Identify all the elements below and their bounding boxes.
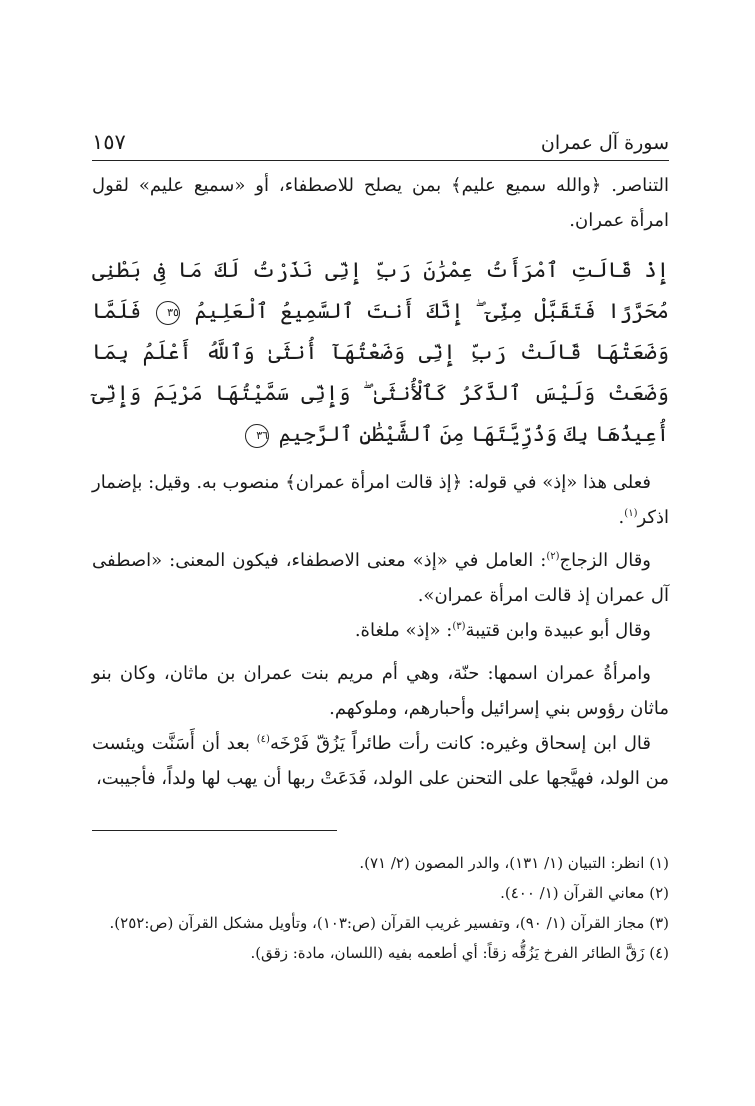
verse-36-text: فَلَمَّا وَضَعَتْهَا قَالَتْ رَبِّ إِنِّى وَضَعْتُهَآ أُنثَىٰ وَٱللَّهُ أَعْلَمُ بِمَا وَضَعَتْ وَلَيْسَ ٱلذَّكَرُ كَٱلْأُنثَىٰ ۖ وَإِنِّى سَمَّيْتُهَا مَرْيَمَ وَإِنِّىٓ أُعِيذُهَا بِكَ وَذُرِّيَّتَهَا مِنَ ٱلشَّيْطَٰنِ ٱلرَّجِيمِ xyxy=(92,299,669,446)
page-number: ١٥٧ xyxy=(92,130,126,154)
footnotes xyxy=(92,848,669,968)
paragraph-intro: التناصر. ﴿والله سميع عليم﴾ بمن يصلح للاصطفاء، أو «سميع عليم» لقول امرأة عمران. xyxy=(92,175,669,231)
footnote-divider xyxy=(92,830,337,831)
surah-title: سورة آل عمران xyxy=(540,132,669,154)
footnote-ref-1[interactable]: (١) xyxy=(624,508,638,519)
quran-verse-block xyxy=(92,250,669,455)
footnote-4: (٤) زَقَّ الطائر الفرخ يَزُقُّه زقاً: أي أطعمه بفيه (اللسان، مادة: زقق). xyxy=(250,944,669,962)
main-text xyxy=(92,168,669,796)
page-header xyxy=(92,128,669,161)
ayah-number-35: ٣٥ xyxy=(156,301,180,325)
paragraph-idh-grammar: فعلى هذا «إذ» في قوله: ﴿إذ قالت امرأة عمران﴾ منصوب به. وقيل: بإضمار اذكر$^{(١)}$. xyxy=(92,472,669,528)
paragraph-imran-wife: وامرأةُ عمران اسمها: حنّة، وهي أم مريم بنت عمران بن ماثان، وكان بنو ماثان رؤوس بني إسرائيل وأحبارهم، وملوكهم. xyxy=(92,663,669,719)
paragraph-abu-ubayda: وقال أبو عبيدة وابن قتيبة$^{(٣)}$: «إذ» ملغاة. xyxy=(354,620,651,641)
footnote-ref-2[interactable]: (٢) xyxy=(546,551,560,562)
verse-35-text: إِذْ قَالَتِ ٱمْرَأَتُ عِمْرَٰنَ رَبِّ إِنِّى نَذَرْتُ لَكَ مَا فِى بَطْنِى مُحَرَّرًا فَتَقَبَّلْ مِنِّىٓ ۖ إِنَّكَ أَنتَ ٱلسَّمِيعُ ٱلْعَلِيمُ xyxy=(92,258,669,323)
paragraph-text: فعلى هذا «إذ» في قوله: ﴿إذ قالت امرأة عمران﴾ منصوب به. وقيل: بإضمار اذكر xyxy=(92,472,669,528)
footnote-1: (١) انظر: التبيان (١/ ١٣١)، والدر المصون (٢/ ٧١). xyxy=(359,854,669,872)
footnote-3: (٣) مجاز القرآن (١/ ٩٠)، وتفسير غريب القرآن (ص:١٠٣)، وتأويل مشكل القرآن (ص:٢٥٢). xyxy=(109,914,669,932)
paragraph-zajjaj: وقال الزجاج$^{(٢)}$: العامل في «إذ» معنى الاصطفاء، فيكون المعنى: «اصطفى آل عمران إذ قالت امرأة عمران». xyxy=(92,550,669,606)
paragraph-ibn-ishaq: قال ابن إسحاق وغيره: كانت رأت طائراً يَزُقّ فَرْخَه$^{(٤)}$ بعد أن أَسَنَّت ويئست من الولد، فهيَّجها على التحنن على الولد، فَدَعَتْ ربها أن يهب لها ولداً، فأجيبت، xyxy=(92,733,669,789)
footnote-ref-4[interactable]: (٤) xyxy=(256,734,270,745)
footnote-ref-3[interactable]: (٣) xyxy=(452,621,466,632)
footnote-2: (٢) معاني القرآن (١/ ٤٠٠). xyxy=(500,884,669,902)
ayah-number-36: ٣٦ xyxy=(245,424,269,448)
